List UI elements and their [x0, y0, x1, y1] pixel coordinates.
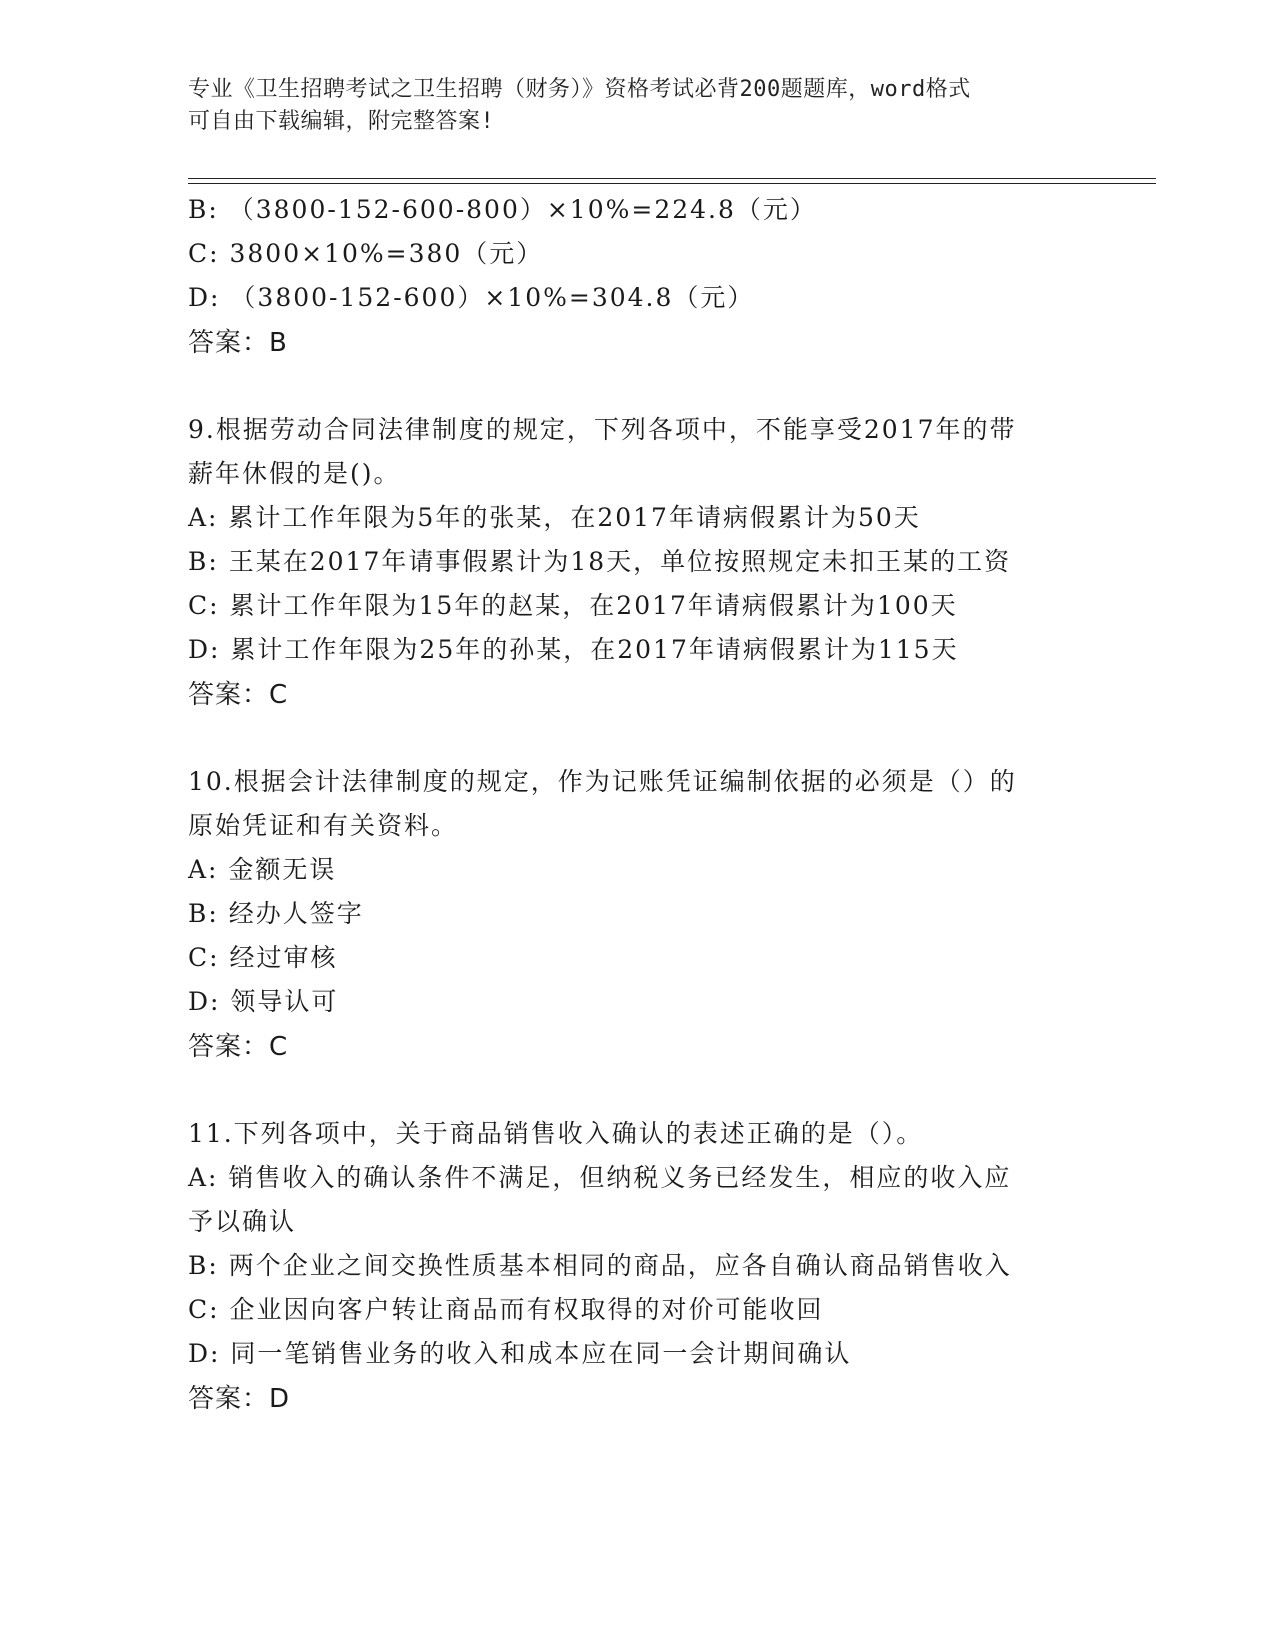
- prev-option-b: B: （3800-152-600-800）×10%=224.8（元）: [188, 195, 817, 224]
- header-line-1: 专业《卫生招聘考试之卫生招聘（财务）》资格考试必背200题题库，word格式: [188, 77, 971, 102]
- q9-answer: 答案：C: [188, 680, 289, 710]
- q11-option-d: D: 同一笔销售业务的收入和成本应在同一会计期间确认: [188, 1339, 852, 1368]
- q9-option-a: A: 累计工作年限为5年的张某，在2017年请病假累计为50天: [188, 503, 921, 532]
- q11-stem: 11.下列各项中，关于商品销售收入确认的表述正确的是（）。: [188, 1119, 924, 1148]
- q11-option-c: C: 企业因向客户转让商品而有权取得的对价可能收回: [188, 1295, 824, 1324]
- q9-option-c: C: 累计工作年限为15年的赵某，在2017年请病假累计为100天: [188, 591, 958, 620]
- header-line-2: 可自由下载编辑，附完整答案!: [188, 109, 495, 134]
- q11-option-b: B: 两个企业之间交换性质基本相同的商品，应各自确认商品销售收入: [188, 1251, 1012, 1280]
- q11-answer: 答案：D: [188, 1384, 291, 1414]
- q11-option-a-line-1: A: 销售收入的确认条件不满足，但纳税义务已经发生，相应的收入应: [188, 1163, 1012, 1192]
- prev-option-d: D: （3800-152-600）×10%=304.8（元）: [188, 283, 755, 312]
- q10-stem-line-1: 10.根据会计法律制度的规定，作为记账凭证编制依据的必须是（）的: [188, 767, 1017, 796]
- header-divider-top: [188, 178, 1156, 179]
- q10-option-a: A: 金额无误: [188, 855, 337, 884]
- q10-option-d: D: 领导认可: [188, 987, 339, 1016]
- q10-answer: 答案：C: [188, 1032, 289, 1062]
- q10-option-b: B: 经办人签字: [188, 899, 364, 928]
- document-header: [188, 74, 1068, 138]
- q11-option-a-line-2: 予以确认: [188, 1207, 297, 1236]
- q9-option-b: B: 王某在2017年请事假累计为18天，单位按照规定未扣王某的工资: [188, 547, 1012, 576]
- q10-stem-line-2: 原始凭证和有关资料。: [188, 811, 459, 840]
- q10-option-c: C: 经过审核: [188, 943, 338, 972]
- q9-stem-line-1: 9.根据劳动合同法律制度的规定，下列各项中，不能享受2017年的带: [188, 415, 1017, 444]
- q9-stem-line-2: 薪年休假的是()。: [188, 459, 401, 488]
- header-divider-bottom: [188, 183, 1156, 184]
- prev-option-c: C: 3800×10%=380（元）: [188, 239, 544, 268]
- prev-answer: 答案：B: [188, 328, 288, 358]
- q9-option-d: D: 累计工作年限为25年的孙某，在2017年请病假累计为115天: [188, 635, 959, 664]
